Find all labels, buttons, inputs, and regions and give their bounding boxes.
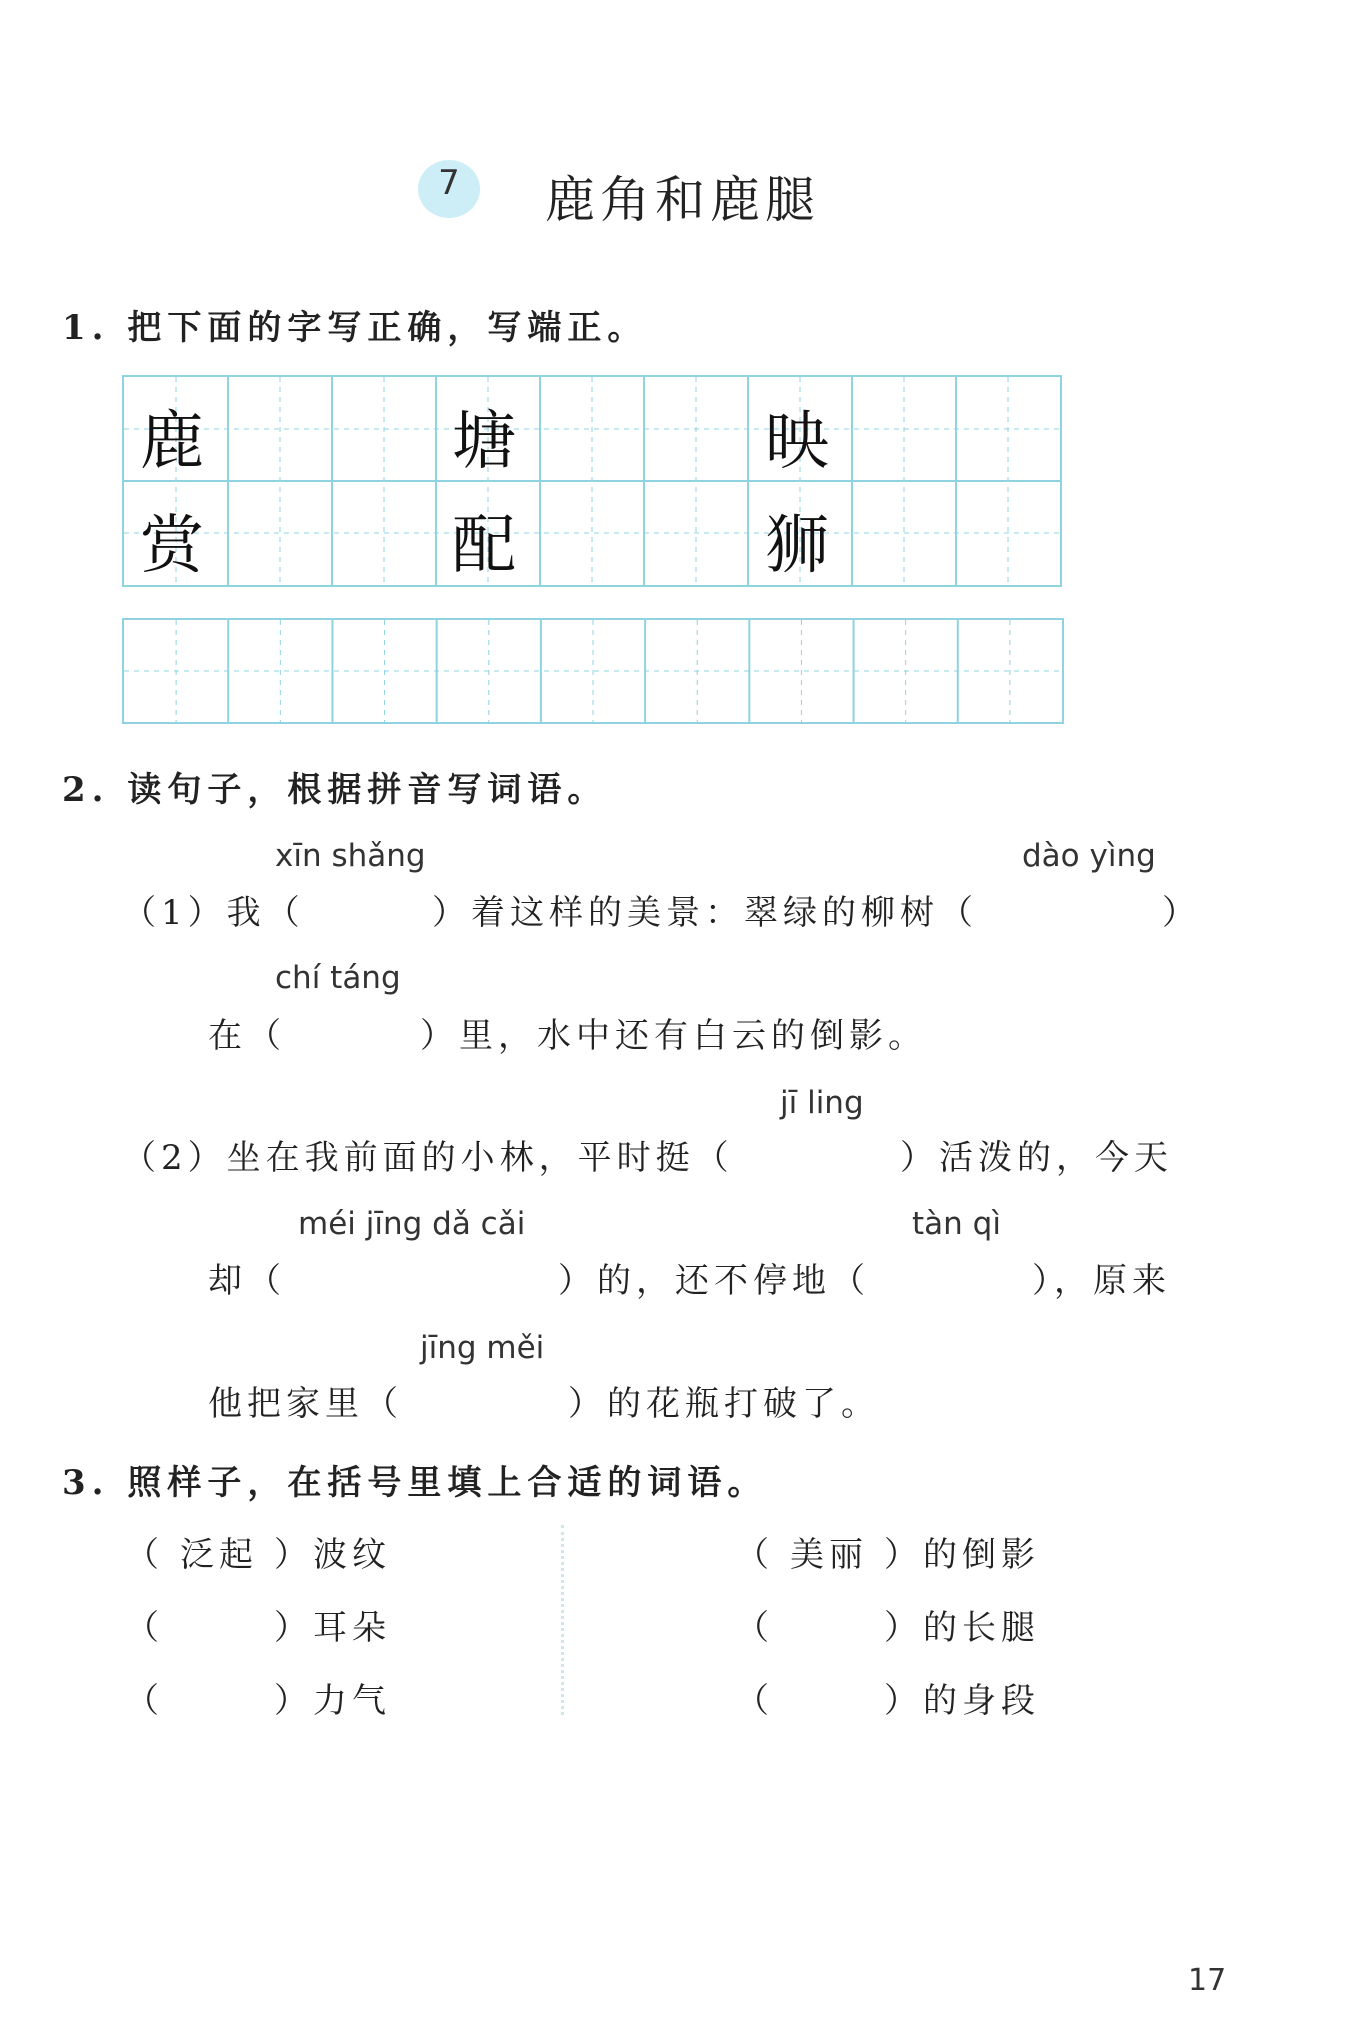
fill-left-1-word: 波纹 — [313, 1535, 391, 1575]
fill-right-2-word: 的长腿 — [923, 1608, 1040, 1648]
sentence-2-line-1a: （2）坐在我前面的小林，平时挺（ — [122, 1138, 734, 1178]
fill-item-right-1: （ 美丽 ）的倒影 — [735, 1527, 1040, 1576]
sentence-1-line-1a: （1）我（ — [122, 893, 305, 933]
fill-item-left-1: （ 泛起 ）波纹 — [125, 1527, 391, 1576]
question-2-prompt: 2. 读句子，根据拼音写词语。 — [62, 770, 608, 810]
model-char-ying: 映 — [765, 405, 829, 479]
model-char-shi: 狮 — [765, 509, 829, 583]
fill-right-3-word: 的身段 — [923, 1681, 1040, 1721]
pinyin-meijingdacai: méi jīng dǎ cǎi — [298, 1206, 526, 1242]
page-number: 17 — [1188, 1963, 1227, 1998]
writing-grid-upper — [122, 375, 1062, 587]
fill-item-right-3: （ ）的身段 — [735, 1681, 1040, 1721]
pinyin-tanqi: tàn qì — [912, 1206, 1001, 1242]
sentence-1-line-2a: 在（ — [208, 1016, 286, 1056]
sentence-1-line-1b: ）着这样的美景：翠绿的柳树（ — [432, 893, 978, 933]
sentence-2-line-2b: ）的，还不停地（ — [558, 1261, 870, 1301]
fill-right-1-word: 的倒影 — [923, 1535, 1040, 1575]
sentence-2-line-3b: ）的花瓶打破了。 — [568, 1384, 880, 1424]
pinyin-xinshang: xīn shǎng — [275, 838, 426, 874]
fill-left-3-word: 力气 — [313, 1681, 391, 1721]
sentence-1-line-2b: ）里，水中还有白云的倒影。 — [420, 1016, 927, 1056]
fill-item-left-2: （ ）耳朵 — [125, 1608, 391, 1648]
model-char-lu: 鹿 — [140, 405, 204, 479]
model-char-pei: 配 — [452, 509, 516, 583]
sentence-1-line-1c: ） — [1162, 893, 1201, 933]
fill-item-right-2: （ ）的长腿 — [735, 1608, 1040, 1648]
column-divider — [561, 1525, 572, 1715]
pinyin-jingmei: jīng měi — [420, 1330, 545, 1366]
sentence-2-line-2c: ），原来 — [1032, 1261, 1171, 1301]
lesson-number: 7 — [438, 163, 460, 203]
fill-left-2-word: 耳朵 — [313, 1608, 391, 1648]
pinyin-daoying: dào yìng — [1022, 838, 1156, 874]
sentence-2-line-1b: ）活泼的，今天 — [900, 1138, 1173, 1178]
fill-item-left-3: （ ）力气 — [125, 1681, 391, 1721]
model-char-tang: 塘 — [452, 405, 516, 479]
pinyin-jiling: jī ling — [780, 1085, 864, 1121]
pinyin-chitang: chí táng — [275, 960, 401, 996]
lesson-title: 鹿角和鹿腿 — [545, 171, 820, 229]
fill-right-1-answer: 美丽 — [790, 1535, 868, 1575]
question-3-prompt: 3. 照样子，在括号里填上合适的词语。 — [62, 1463, 768, 1503]
sentence-2-line-3a: 他把家里（ — [208, 1384, 403, 1424]
sentence-2-line-2a: 却（ — [208, 1261, 286, 1301]
fill-left-1-answer: 泛起 — [180, 1535, 258, 1575]
writing-grid-lower — [122, 618, 1064, 724]
model-char-shang: 赏 — [140, 509, 204, 583]
question-1-prompt: 1. 把下面的字写正确，写端正。 — [62, 308, 648, 348]
